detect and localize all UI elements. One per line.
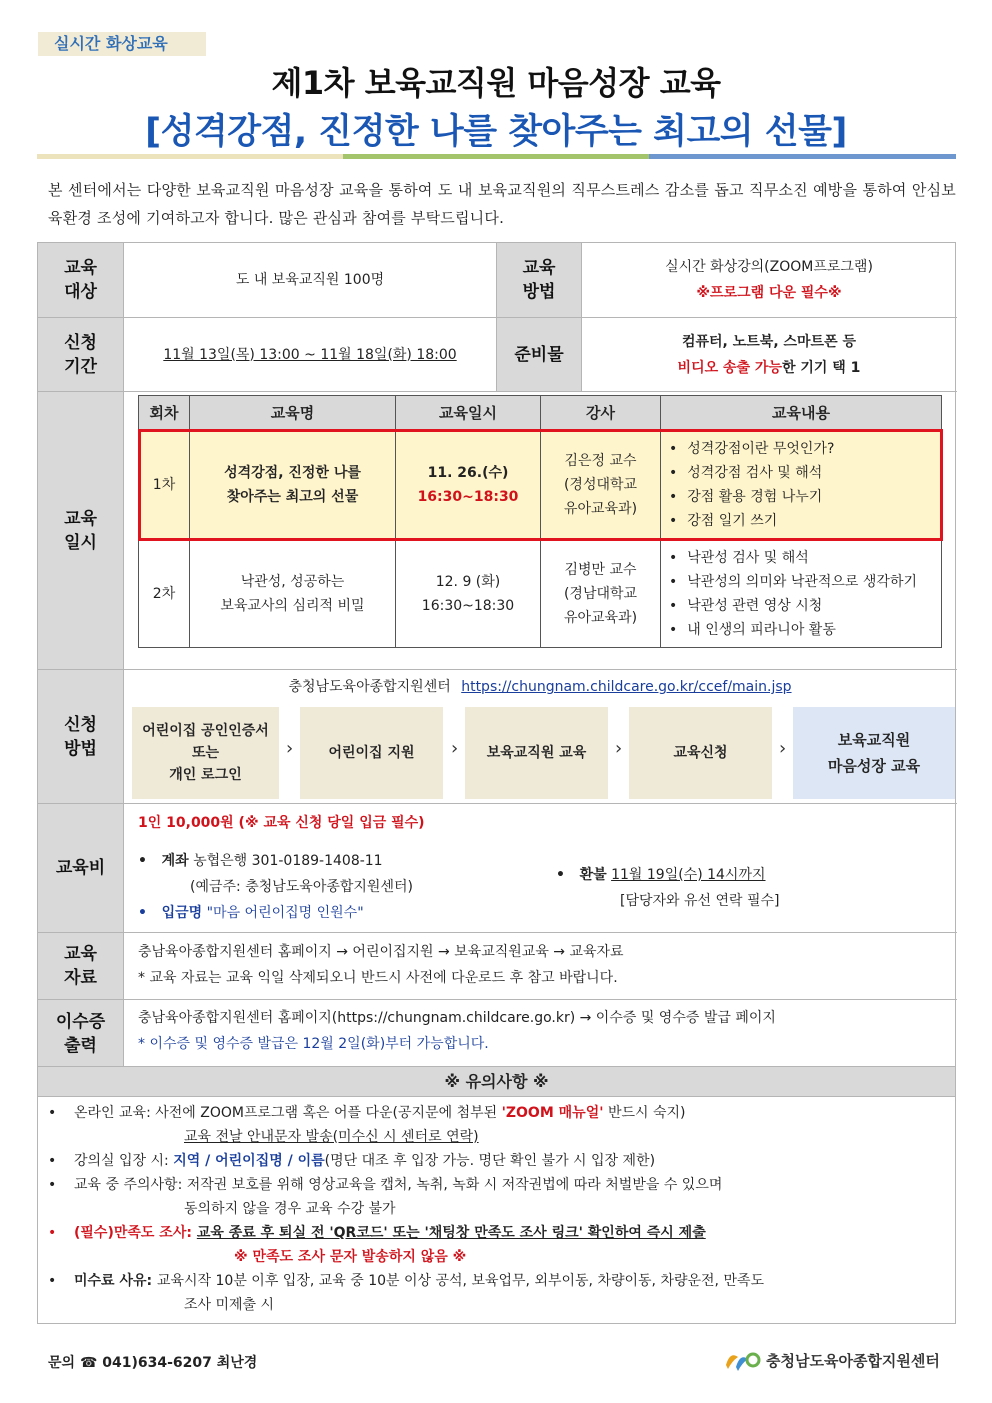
note-1b: 'ZOOM 매뉴얼' [501,1105,604,1121]
content-1-1: • 성격강점이란 무엇인가? [669,437,941,461]
schedule-row-2 [139,540,942,648]
step-apply: 교육신청 [629,707,772,799]
content-1-3: • 강점 활용 경험 나누기 [669,485,941,509]
account-holder: (예금주: 충청남도육아종합지원센터) [190,879,413,895]
step-daycare-support: 어린이집 지원 [300,707,443,799]
apply-area [124,670,956,803]
step-arrow-1: › [286,738,294,759]
refund-label: 환불 [579,867,607,883]
prep-line2-rest: 한 기기 택 1 [781,359,861,376]
info-table [37,242,956,1067]
note-4a: (필수)만족도 조사: [74,1225,197,1241]
refund-note: [담당자와 유선 연락 필수] [620,893,780,909]
name-2b: 보육교사의 심리적 비밀 [220,597,365,614]
note-2c: (명단 대조 후 입장 가능. 명단 확인 불가 시 입장 제한) [324,1153,656,1169]
step-arrow-3: › [615,738,623,759]
inst-2a: 김병만 교수 [564,561,637,578]
content-2-3: • 낙관성 관련 영상 시청 [669,594,941,618]
note-4c: ※ 만족도 조사 문자 발송하지 않음 ※ [234,1249,467,1265]
step-mind-growth: 보육교직원 마음성장 교육 [793,707,955,799]
apply-label: 신청 방법 [38,670,124,803]
content-2-1: • 낙관성 검사 및 해석 [669,546,941,570]
title-rule-2 [343,154,649,159]
note-1c: 반드시 숙지) [603,1105,686,1121]
center-name: 충청남도육아종합지원센터 [288,679,451,695]
note-3a: 교육 중 주의사항: 저작권 보호를 위해 영상교육을 캡처, 녹취, 녹화 시 저작권법에 따라 처벌받을 수 있으며 [74,1177,723,1193]
round-1: 1차 [139,430,190,540]
inst-2b: (경남대학교 [563,585,638,602]
note-5b: 교육시작 10분 이후 입장, 교육 중 10분 이상 공석, 보육업무, 외부이동, 차량이동, 차량운전, 만족도 [156,1273,765,1289]
header-content: 교육내용 [661,396,942,430]
header-date: 교육일시 [396,396,541,430]
content-1-2: • 성격강점 검사 및 해석 [669,461,941,485]
inst-1a: 김은정 교수 [564,452,637,469]
schedule-row-1 [139,430,942,540]
header-name: 교육명 [190,396,396,430]
note-3b: 동의하지 않을 경우 교육 수강 불가 [184,1201,396,1217]
page-subtitle: [성격강점, 진정한 나를 찾아주는 최고의 선물] [145,112,847,152]
fee-amount: 1인 10,000원 (※ 교육 신청 당일 입금 필수) [138,815,425,831]
content-1-4: • 강점 일기 쓰기 [669,509,941,533]
materials-note: * 교육 자료는 교육 익일 삭제되오니 반드시 사전에 다운로드 후 참고 바랍니다. [138,970,618,986]
content-2-4: • 내 인생의 피라니아 활동 [669,618,941,642]
target-value: 도 내 보육교직원 100명 [235,272,385,288]
row-divider [38,391,957,392]
cert-note: * 이수증 및 영수증 발급은 12월 2일(화)부터 가능합니다. [138,1036,489,1052]
date-2: 12. 9 (화) [435,573,501,590]
org-logo-icon [722,1347,762,1373]
note-5c: 조사 미제출 시 [184,1297,275,1313]
target-label: 교육 대상 [38,243,124,317]
note-2b: 지역 / 어린이집명 / 이름 [173,1153,325,1169]
account-number: 농협은행 301-0189-1408-11 [193,853,383,869]
step-arrow-2: › [451,738,459,759]
row-divider [38,932,957,933]
phone-icon: ☎ [79,1355,98,1371]
contact-info [48,1352,257,1372]
account-label: 계좌 [161,853,189,869]
realtime-tag: 실시간 화상교육 [38,32,206,56]
title-rule-1 [37,154,343,159]
method-label: 교육 방법 [496,243,582,317]
time-2: 16:30~18:30 [421,597,515,614]
schedule-header-row [139,396,942,430]
step-arrow-4: › [779,738,787,759]
contact-value: 041)634-6207 최난경 [102,1355,258,1371]
prep-line1: 컴퓨터, 노트북, 스마트폰 등 [681,333,857,350]
intro-paragraph: 본 센터에서는 다양한 보육교직원 마음성장 교육을 통하여 도 내 보육교직원의 직무스트레스 감소를 돕고 직무소진 예방을 통하여 안심보육환경 조성에 기여하고자 합니다. 많은 관심과 참여를 부탁드립니다. [48,181,956,227]
cert-path: 충남육아종합지원센터 홈페이지(https://chungnam.childcare.go.kr) → 이수증 및 영수증 발급 페이지 [138,1010,776,1026]
note-2a: 강의실 입장 시: [74,1153,174,1169]
materials-label: 교육 자료 [38,933,124,999]
note-5a: 미수료 사유: [74,1273,157,1289]
title-rule-3 [649,154,956,159]
note-1a: 온라인 교육: 사전에 ZOOM프로그램 혹은 어플 다운(공지문에 첨부된 [74,1105,502,1121]
org-logo [722,1347,940,1373]
header-round: 회차 [139,396,190,430]
materials-path: 충남육아종합지원센터 홈페이지 → 어린이집지원 → 보육교직원교육 → 교육자료 [138,944,624,960]
round-2: 2차 [139,540,190,648]
depositor-label: 입금명 [161,905,203,921]
method-line1: 실시간 화상강의(ZOOM프로그램) [665,259,873,275]
depositor-format: "마음 어린이집명 인원수" [206,905,364,921]
contact-label: 문의 [48,1355,76,1371]
inst-1c: 유아교육과) [563,500,638,517]
method-value [582,243,956,317]
notes-header: ※ 유의사항 ※ [38,1067,955,1097]
inst-1b: (경성대학교 [563,476,638,493]
center-link[interactable]: https://chungnam.childcare.go.kr/ccef/main.jsp [461,679,792,695]
note-1d: 교육 전날 안내문자 발송(미수신 시 센터로 연락) [184,1129,479,1145]
name-2a: 낙관성, 성공하는 [240,573,345,590]
note-4b: 교육 종료 후 퇴실 전 'QR코드' 또는 '채팅창 만족도 조사 링크' 확인하여 즉시 제출 [196,1225,706,1241]
row-divider [38,999,957,1000]
prep-line2-red: 비디오 송출 가능 [677,359,782,376]
prep-label: 준비물 [496,318,582,391]
cert-label: 이수증 출력 [38,1000,124,1067]
page-title: 제1차 보육교직원 마음성장 교육 [271,64,721,102]
fee-label: 교육비 [38,804,124,932]
schedule-table [138,395,942,648]
header-instructor: 강사 [541,396,661,430]
prep-value [582,318,956,391]
step-staff-education: 보육교직원 교육 [465,707,608,799]
period-value: 11월 13일(목) 13:00 ~ 11월 18일(화) 18:00 [163,346,457,363]
date-1: 11. 26.(수) [427,464,509,481]
org-name: 충청남도육아종합지원센터 [766,1351,940,1370]
time-1: 16:30~18:30 [417,488,519,505]
fee-area: 1인 10,000원 (※ 교육 신청 당일 입금 필수) • 계좌 농협은행 301-0189-1408-11 (예금주: 충청남도육아종합지원센터) • 입금명 "마음 어린이집명 인원수" • 환불 11월 19일(수) 14시까지 [담당자와 유선 연락 필수] [124,804,956,932]
inst-2c: 유아교육과) [563,609,638,626]
method-line2: ※프로그램 다운 필수※ [696,285,842,301]
period-label: 신청 기간 [38,318,124,391]
name-1b: 찾아주는 최고의 선물 [226,488,359,505]
notes-box: ※ 유의사항 ※ • 온라인 교육: 사전에 ZOOM프로그램 혹은 어플 다운(공지문에 첨부된 'ZOOM 매뉴얼' 반드시 숙지) 교육 전날 안내문자 발송(미수신 시 센터로 연락) • 강의실 입장 시: 지역 / 어린이집명 / 이름(명단 대조 후 입장 가능. 명단 확인 불가 시 입장 제한) • 교육 중 주의사항: 저작권 보호를 위해 영상교육을 캡처, 녹취, 녹화 시 저작권법에 따라 처벌받을 수 있으며 동의하지 않을 경우 교육 수강 불가 • (필수)만족도 조사: 교육 종료 후 퇴실 전 'QR코드' 또는 '채팅창 만족도 조사 링크' 확인하여 즉시 제출 ※ 만족도 조사 문자 발송하지 않음 ※ • 미수료 사유: 교육시작 10분 이후 입장, 교육 중 10분 이상 공석, 보육업무, 외부이동, 차량이동, 차량운전, 만족도 조사 미제출 시 [37,1066,956,1324]
refund-deadline: 11월 19일(수) 14시까지 [611,867,766,883]
step-login: 어린이집 공인인증서 또는 개인 로그인 [132,707,279,799]
schedule-label: 교육 일시 [38,392,124,669]
name-1a: 성격강점, 진정한 나를 [224,464,361,481]
content-2-2: • 낙관성의 의미와 낙관적으로 생각하기 [669,570,941,594]
